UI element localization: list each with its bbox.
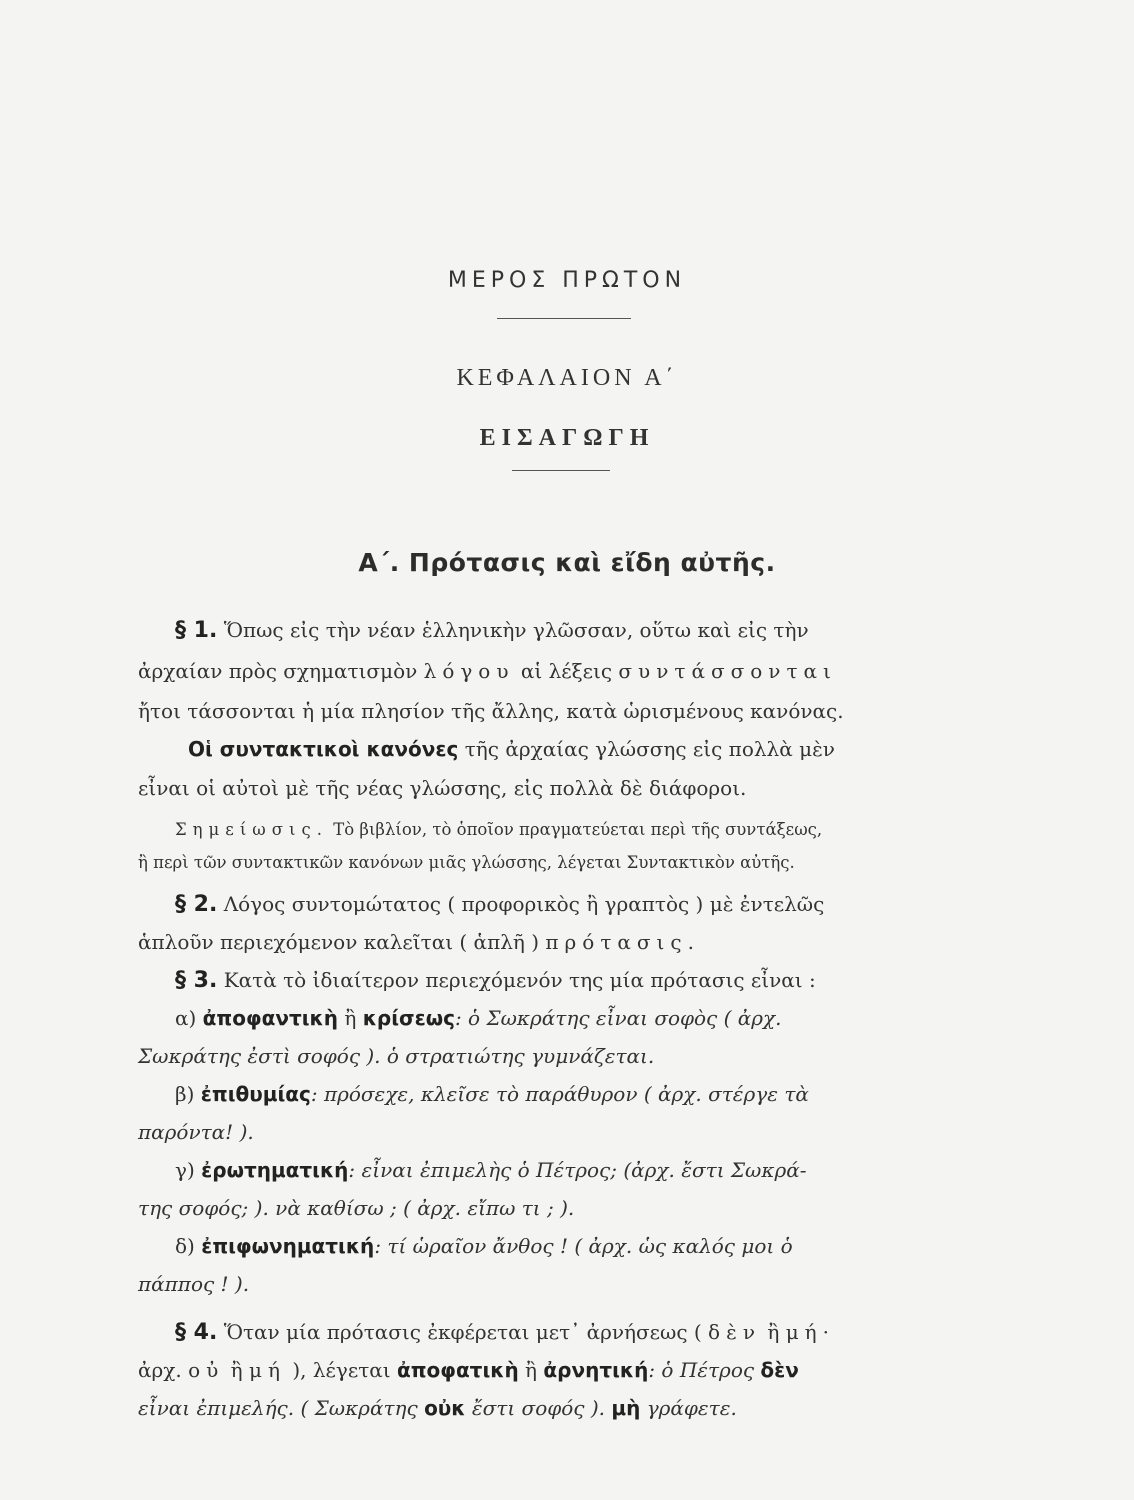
text: αἱ λέξεις bbox=[520, 659, 613, 683]
text: ἀρχαίαν πρὸς σχηματισμὸν bbox=[138, 659, 418, 683]
paragraph-line bbox=[175, 1320, 835, 1345]
list-item-continuation: παρόντα! ). bbox=[138, 1120, 254, 1144]
paragraph-line: εἶναι οἱ αὐτοὶ μὲ τῆς νέας γλώσσης, εἰς πολλὰ δὲ διάφοροι. bbox=[138, 776, 747, 800]
spaced-text: συντάσσονται bbox=[618, 659, 837, 683]
list-item bbox=[175, 1082, 809, 1106]
example-text: : ὁ Πέτρος bbox=[648, 1358, 755, 1382]
text: ἢ bbox=[518, 1358, 544, 1382]
example-text: γράφετε. bbox=[646, 1396, 737, 1420]
text: ἢ bbox=[767, 1320, 780, 1344]
text: τῆς ἀρχαίας γλώσσης εἰς πολλὰ μὲν bbox=[458, 737, 835, 761]
divider-rule bbox=[512, 470, 610, 471]
text: Ὅταν μία πρότασις ἐκφέρεται μετ᾽ ἀρνήσεως ( bbox=[223, 1320, 702, 1344]
spaced-text: δὲν bbox=[708, 1320, 761, 1344]
part-title: ΜΕΡΟΣ ΠΡΩΤΟΝ bbox=[447, 268, 687, 293]
text: ἢ bbox=[230, 1358, 243, 1382]
paragraph-line bbox=[188, 737, 835, 761]
bold-term: ἀποφαντικὴ bbox=[202, 1006, 338, 1030]
bold-term: μὴ bbox=[611, 1396, 641, 1420]
text: Λόγος συντομώτατος ( προφορικὸς ἢ γραπτὸς ) μὲ ἐντελῶς bbox=[223, 892, 825, 916]
list-item bbox=[175, 1006, 782, 1030]
bold-term: δὲν bbox=[760, 1358, 799, 1382]
paragraph-line bbox=[138, 930, 700, 954]
note-label: Σημείωσις. bbox=[175, 820, 328, 839]
spaced-text: οὐ bbox=[188, 1358, 225, 1382]
list-item bbox=[175, 1234, 793, 1258]
text: Τὸ βιβλίον, τὸ ὁποῖον πραγματεύεται περὶ τῆς συντάξεως, bbox=[333, 820, 823, 839]
paragraph-line bbox=[138, 1358, 799, 1382]
list-marker: α) bbox=[175, 1006, 197, 1030]
paragraph-line bbox=[138, 1396, 737, 1420]
text: ἁπλοῦν περιεχόμενον καλεῖται ( ἁπλῆ ) bbox=[138, 930, 540, 954]
divider-rule bbox=[497, 318, 631, 319]
text: ἀρχ. bbox=[138, 1358, 182, 1382]
spaced-text: πρότασις. bbox=[545, 930, 700, 954]
chapter-title: ΚΕΦΑΛΑΙΟΝ Α΄ bbox=[456, 365, 678, 391]
section-title: ΕΙΣΑΓΩΓΗ bbox=[479, 425, 655, 451]
list-marker: β) bbox=[175, 1082, 195, 1106]
example-text: ἔστι σοφός ). bbox=[471, 1396, 605, 1420]
section-number: § 4. bbox=[175, 1320, 218, 1345]
example-text: : πρόσεχε, κλεῖσε τὸ παράθυρον ( ἀρχ. στέργε τὰ bbox=[310, 1082, 809, 1106]
paragraph-line bbox=[175, 892, 824, 917]
list-marker: δ) bbox=[175, 1234, 195, 1258]
list-item-continuation: της σοφός; ). νὰ καθίσω ; ( ἀρχ. εἴπω τι ; ). bbox=[138, 1196, 575, 1220]
spaced-text: μή bbox=[249, 1358, 286, 1382]
paragraph-line bbox=[138, 659, 837, 683]
example-text: : τί ὡραῖον ἄνθος ! ( ἀρχ. ὡς καλός μοι ὁ bbox=[374, 1234, 793, 1258]
note-line bbox=[175, 820, 822, 839]
spaced-text: λόγου bbox=[423, 659, 515, 683]
paragraph-line bbox=[175, 968, 816, 993]
text: Κατὰ τὸ ἰδιαίτερον περιεχόμενόν της μία πρότασις εἶναι : bbox=[223, 968, 816, 992]
list-item-continuation: Σωκράτης ἐστὶ σοφός ). ὁ στρατιώτης γυμνάζεται. bbox=[138, 1044, 655, 1068]
paragraph-line bbox=[175, 618, 809, 643]
bold-term: κρίσεως bbox=[362, 1006, 455, 1030]
subheading: Α΄. Πρότασις καὶ εἴδη αὐτῆς. bbox=[358, 548, 776, 577]
bold-term: ἐπιθυμίας bbox=[200, 1082, 311, 1106]
spaced-text: μή· bbox=[785, 1320, 836, 1344]
text: ), λέγεται bbox=[292, 1358, 391, 1382]
list-item-continuation: πάππος ! ). bbox=[138, 1272, 250, 1296]
text: Ὅπως εἰς τὴν νέαν ἑλληνικὴν γλῶσσαν, οὕτω καὶ εἰς τὴν bbox=[223, 618, 809, 642]
example-text: : ὁ Σωκράτης εἶναι σοφὸς ( ἀρχ. bbox=[454, 1006, 782, 1030]
bold-term: ἀρνητική bbox=[543, 1358, 649, 1382]
section-number: § 1. bbox=[175, 618, 218, 643]
text: ἢ bbox=[337, 1006, 363, 1030]
bold-term: ἐρωτηματική bbox=[201, 1158, 349, 1182]
list-marker: γ) bbox=[175, 1158, 195, 1182]
paragraph-line: ἤτοι τάσσονται ἡ μία πλησίον τῆς ἄλλης, κατὰ ὡρισμένους κανόνας. bbox=[138, 699, 844, 723]
bold-term: Οἱ συντακτικοὶ κανόνες bbox=[188, 737, 459, 761]
bold-term: οὐκ bbox=[424, 1396, 466, 1420]
section-number: § 3. bbox=[175, 968, 218, 993]
note-line: ἢ περὶ τῶν συντακτικῶν κανόνων μιᾶς γλώσσης, λέγεται Συντακτικὸν αὐτῆς. bbox=[138, 853, 795, 872]
bold-term: ἀποφατικὴ bbox=[397, 1358, 519, 1382]
bold-term: ἐπιφωνηματική bbox=[201, 1234, 375, 1258]
list-item bbox=[175, 1158, 807, 1182]
example-text: εἶναι ἐπιμελής. ( Σωκράτης bbox=[138, 1396, 418, 1420]
example-text: : εἶναι ἐπιμελὴς ὁ Πέτρος; (ἀρχ. ἔστι Σωκρά- bbox=[348, 1158, 807, 1182]
section-number: § 2. bbox=[175, 892, 218, 917]
